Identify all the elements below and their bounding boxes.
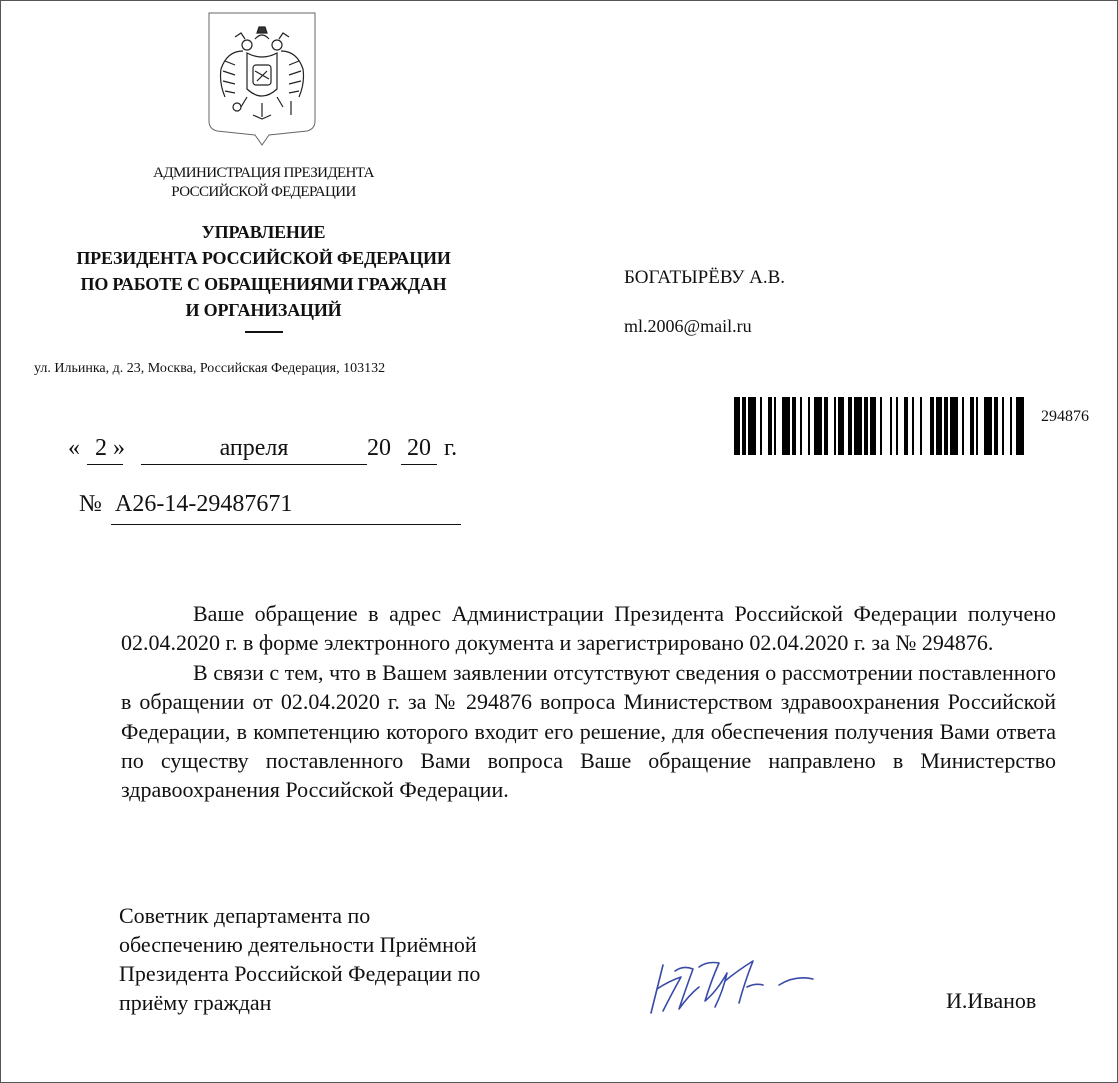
barcode-bar xyxy=(824,397,828,455)
barcode-bar xyxy=(808,397,810,455)
barcode-bar xyxy=(834,397,836,455)
barcode-bar xyxy=(890,397,892,455)
barcode-bar xyxy=(848,397,852,455)
barcode-bar xyxy=(1016,397,1024,455)
department-title-line4: И ОРГАНИЗАЦИЙ xyxy=(185,300,342,320)
document-number: А26-14-29487671 xyxy=(115,491,293,517)
date-year-prefix: 20 xyxy=(367,435,391,461)
date-quote-open: « xyxy=(68,435,80,461)
barcode-bar xyxy=(984,397,992,455)
barcode-bar xyxy=(782,397,790,455)
barcode-bar xyxy=(1002,397,1004,455)
barcode-bar xyxy=(864,397,868,455)
barcode-bar xyxy=(774,397,776,455)
barcode-bar xyxy=(896,397,898,455)
administration-title-line2: РОССИЙСКОЙ ФЕДЕРАЦИИ xyxy=(171,184,356,200)
document-number-underline xyxy=(111,524,461,525)
barcode-bar xyxy=(1010,397,1012,455)
sender-address: ул. Ильинка, д. 23, Москва, Российская Федерация, 103132 xyxy=(34,361,386,376)
barcode-bar xyxy=(962,397,964,455)
signer-title-line1: Советник департамента по xyxy=(119,903,371,928)
date-day-underline xyxy=(87,464,123,465)
barcode-number: 294876 xyxy=(1041,408,1089,425)
barcode-bar xyxy=(976,397,978,455)
signer-title-line2: обеспечению деятельности Приёмной xyxy=(119,932,477,957)
barcode-bar xyxy=(936,397,942,455)
barcode-bar xyxy=(734,397,740,455)
department-title-line2: ПРЕЗИДЕНТА РОССИЙСКОЙ ФЕДЕРАЦИИ xyxy=(76,248,451,268)
signer-name: И.Иванов xyxy=(946,988,1037,1013)
department-divider xyxy=(245,331,283,333)
barcode-bar xyxy=(970,397,974,455)
barcode-bar xyxy=(854,397,862,455)
double-headed-eagle-icon xyxy=(207,11,317,146)
barcode-bar xyxy=(814,397,822,455)
recipient-email: ml.2006@mail.ru xyxy=(624,316,752,336)
barcode-bar xyxy=(930,397,934,455)
barcode-bar xyxy=(912,397,914,455)
department-title-line1: УПРАВЛЕНИЕ xyxy=(201,222,326,242)
barcode-bar xyxy=(768,397,772,455)
letter-body xyxy=(121,599,1056,805)
administration-title-line1: АДМИНИСТРАЦИЯ ПРЕЗИДЕНТА xyxy=(153,165,374,181)
registration-barcode xyxy=(734,397,1024,455)
signer-title xyxy=(119,901,579,1017)
date-day: 2 xyxy=(95,435,107,461)
barcode-bar xyxy=(920,397,922,455)
barcode-bar xyxy=(792,397,796,455)
barcode-bar xyxy=(800,397,802,455)
body-paragraph-2: В связи с тем, что в Вашем заявлении отсутствуют сведения о рассмотрении поставленного в обращении от 02.04.2020 г. за № 294876 вопроса Министерством здравоохранения Российской Федерации, в компетенцию которого входит его решение, для обеспечения получения Вами ответа по существу поставленного Вами вопроса Ваше обращение направлено в Министерство здравоохранения Российской Федерации. xyxy=(121,659,1056,803)
signer-title-line4: приёму граждан xyxy=(119,990,272,1015)
date-month: апреля xyxy=(219,435,289,461)
barcode-bar xyxy=(944,397,948,455)
date-year-suffix: 20 xyxy=(407,435,431,461)
date-year-underline xyxy=(401,464,437,465)
handwritten-signature xyxy=(641,951,831,1021)
barcode-bar xyxy=(880,397,882,455)
barcode-bar xyxy=(950,397,958,455)
document-number-sign: № xyxy=(79,491,102,517)
date-month-underline xyxy=(141,464,367,465)
barcode-bar xyxy=(760,397,762,455)
body-paragraph-1: Ваше обращение в адрес Администрации Президента Российской Федерации получено 02.04.2020 г. в форме электронного документа и зарегистрировано 02.04.2020 г. за № 294876. xyxy=(121,601,1056,656)
barcode-bar xyxy=(870,397,876,455)
department-title-line3: ПО РАБОТЕ С ОБРАЩЕНИЯМИ ГРАЖДАН xyxy=(80,274,447,294)
coat-of-arms-emblem xyxy=(207,11,317,146)
barcode-bar xyxy=(748,397,756,455)
signer-title-line3: Президента Российской Федерации по xyxy=(119,961,481,986)
barcode-bar xyxy=(742,397,746,455)
recipient-name: БОГАТЫРЁВУ А.В. xyxy=(624,267,786,288)
date-year-abbrev: г. xyxy=(444,435,458,461)
barcode-bar xyxy=(838,397,844,455)
date-quote-close: » xyxy=(113,435,125,461)
barcode-bar xyxy=(994,397,998,455)
barcode-bar xyxy=(904,397,908,455)
